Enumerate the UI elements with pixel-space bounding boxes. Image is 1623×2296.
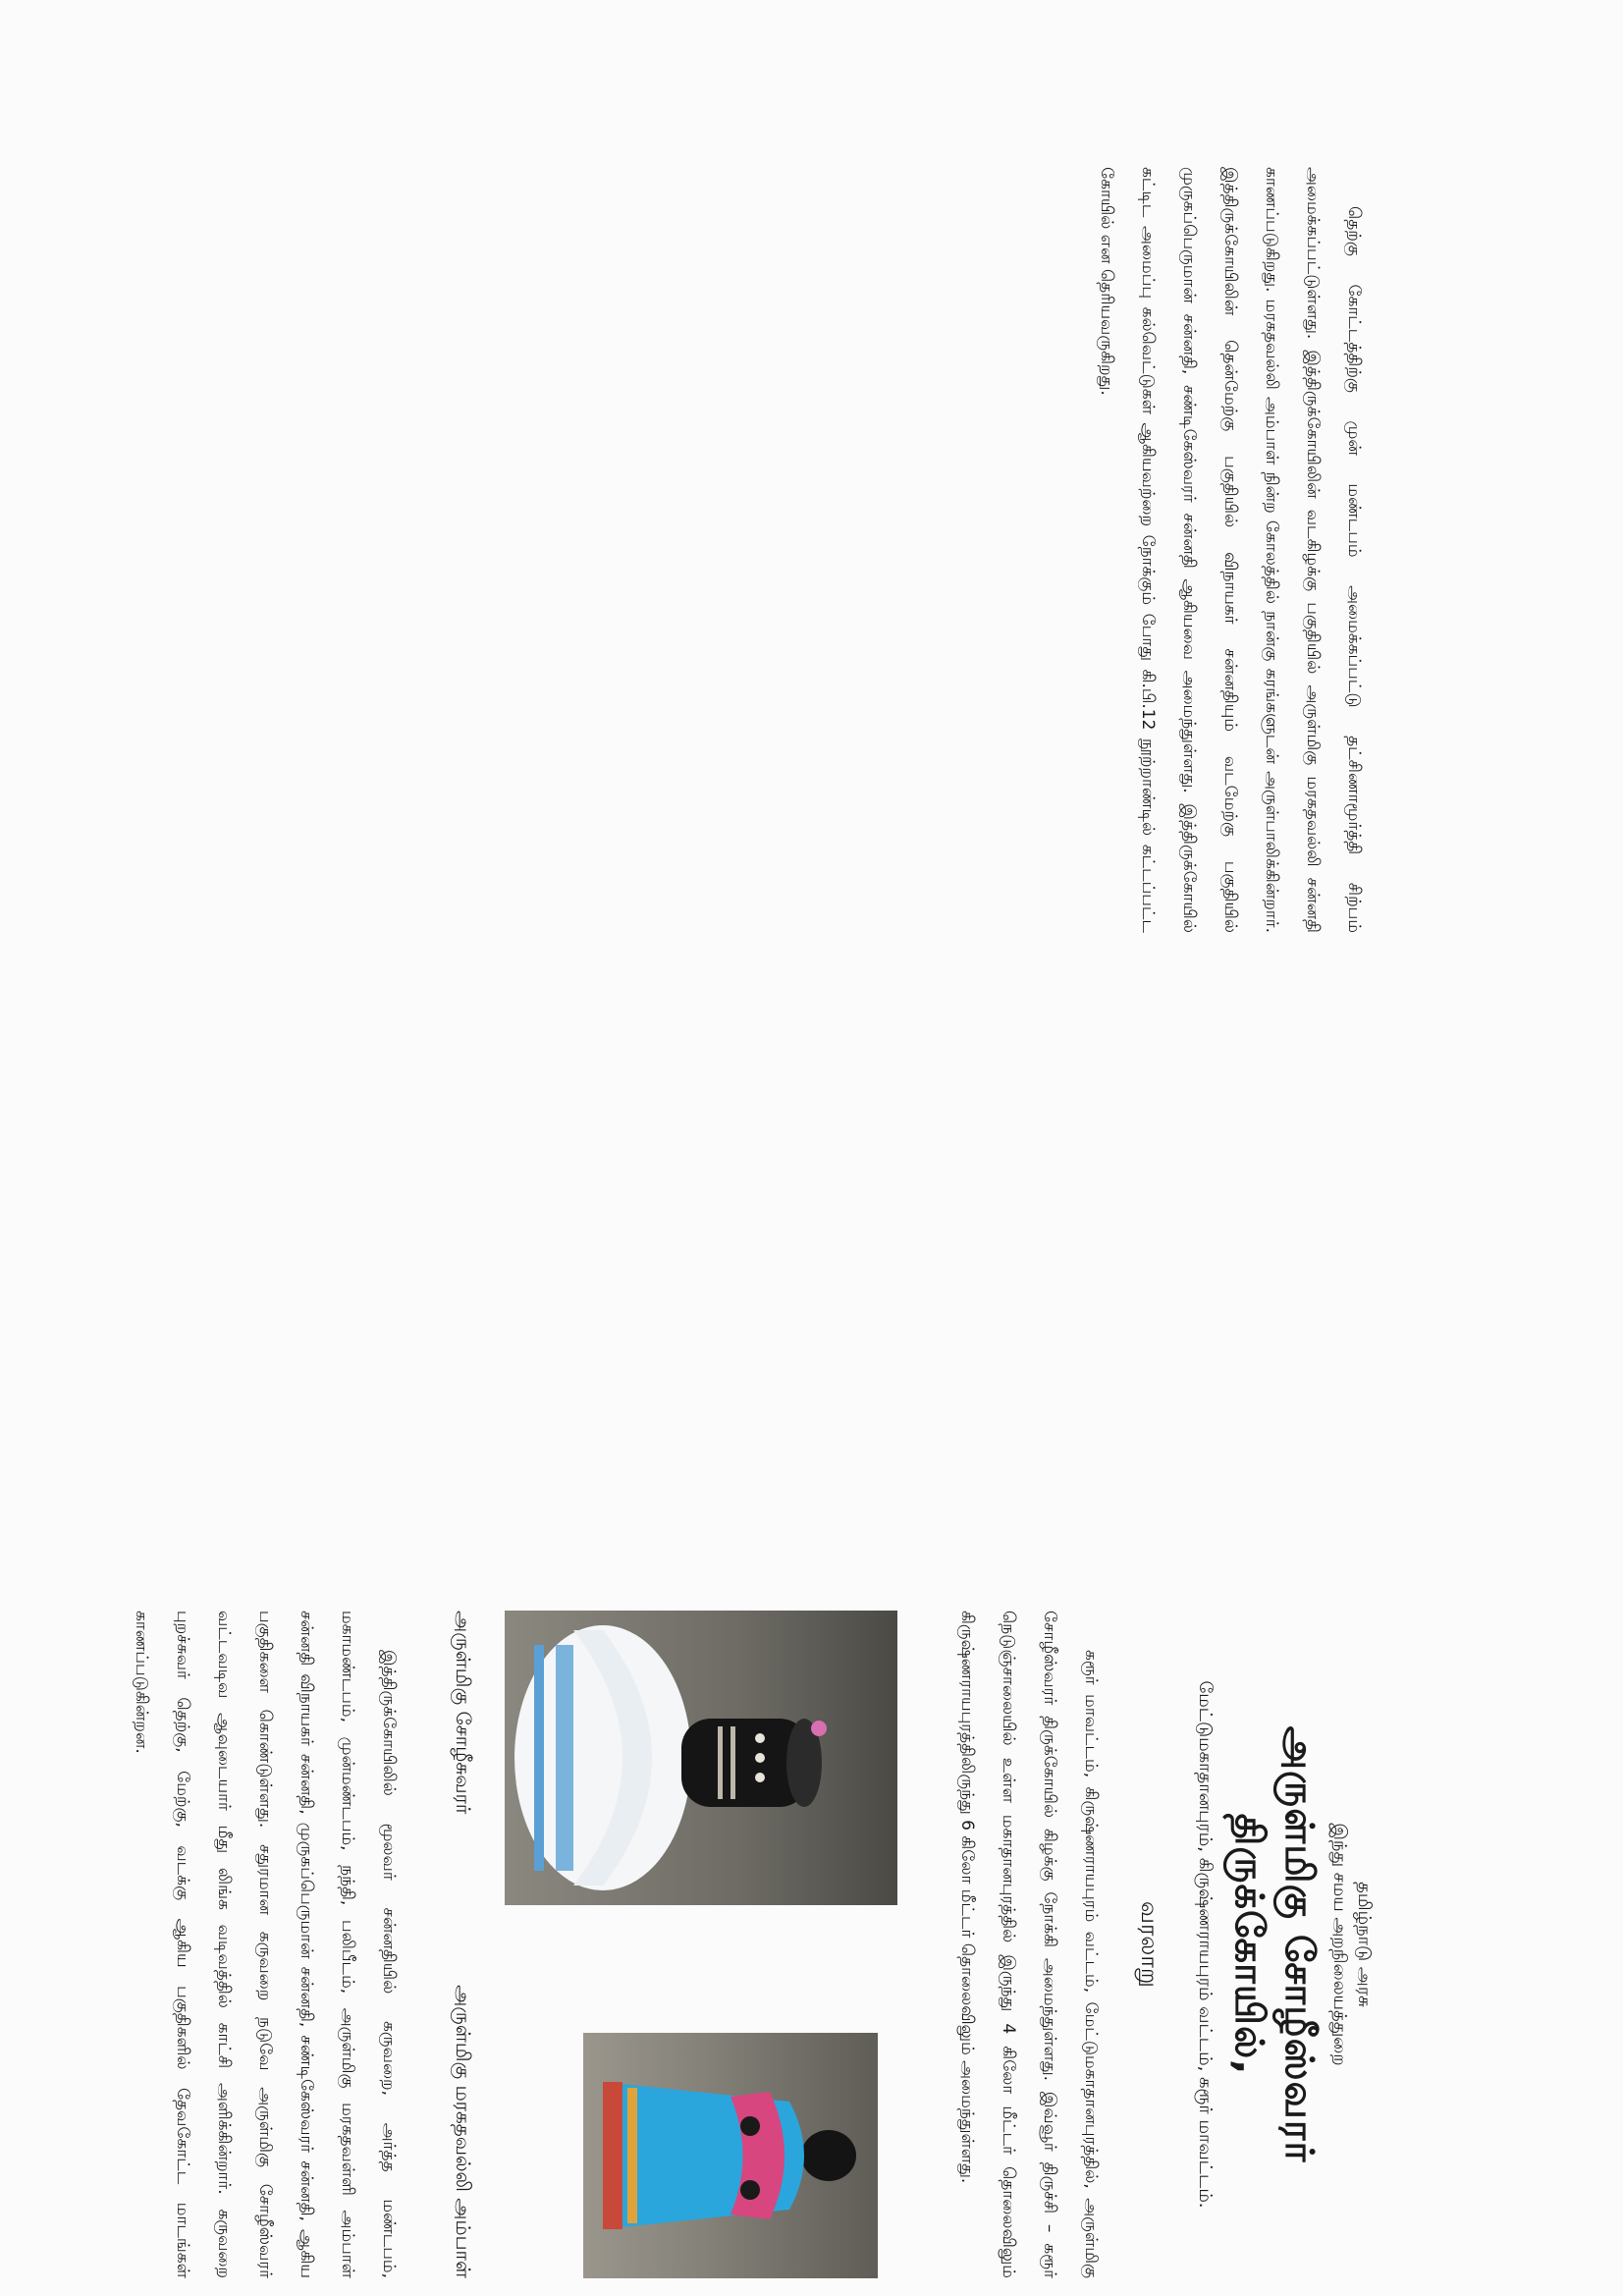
- amman-photo: [583, 2033, 878, 2278]
- temple-address: மேட்டுமகாதானபுரம், கிருஷ்ணராயபுரம் வட்டம், கரூர் மாவட்டம்.: [1195, 1680, 1216, 2209]
- amman-illustration: [583, 2033, 878, 2278]
- lingam-illustration: [505, 1611, 897, 1905]
- left-column: [121, 1611, 1375, 2278]
- lingam-photo: [505, 1611, 897, 1905]
- department-line: இந்து சமய அறநிலையத்துறை: [1329, 1823, 1350, 2066]
- right-column: [1086, 167, 1375, 933]
- structure-paragraph: இத்திருக்கோயிலில் மூலவர் சன்னதியில் கருவறை, அர்த்த மண்டபம், மகாமண்டபம், முன்மண்டபம், நந்தி, பலிபீடம், அருள்மிகு மரகதவள்ளி அம்பாள் சன்னதி விநாயகர் சன்னதி, முருகப்பெருமான் சன்னதி, சண்டிகேஸ்வரர் சன்னதி, ஆகிய பகுதிகளை கொண்டுள்ளது. சதுரமான கருவறை நடுவே அருள்மிகு சோழீஸ்வரர் வட்டவடிவ ஆவுடையார் மீது லிங்க வடிவத்தில் காட்சி அளிக்கின்றார். கருவறை புறச்சுவர் தெற்கு, மேற்கு, வடக்கு ஆகிய பகுதிகளில் தேவகோட்ட மாடங்கள் காணப்படுகின்றன.: [132, 1611, 399, 2278]
- photo-captions: [449, 1611, 475, 2278]
- continuation-paragraph: தெற்கு கோட்டத்திற்கு முன் மண்டபம் அமைக்கப்பட்டு தட்சிணாமூர்த்தி சிற்பம் அமைக்கப்பட்டுள்ளது. இத்திருக்கோயிலின் வடகிழக்கு பகுதியில் அருள்மிகு மரகதவல்லி சன்னதி காணப்படுகிறது. மரகதவல்லி அம்பாள் நின்ற கோலத்தில் நான்கு கரங்களுடன் அருள்பாலிக்கின்றார். இத்திருக்கோயிலின் தென்மேற்கு பகுதியில் விநாயகர் சன்னதியும் வடமேற்கு பகுதியில் முருகப்பெருமான் சன்னதி, சண்டிகேஸ்வரர் சன்னதி ஆகியவை அமைந்துள்ளது. இத்திருக்கோயில் கட்டிட அமைப்பு கல்வெட்டுகள் ஆகியவற்றை நோக்கும் போது கி.பி.12 நூற்றாண்டில் கட்டப்பட்ட கோயில் என தெரியவருகிறது.: [1097, 167, 1364, 933]
- section-heading-history: வரலாறு: [1136, 1901, 1163, 1988]
- photo-row: [505, 1611, 897, 2278]
- temple-title: அருள்மிகு சோழீஸ்வரர் திருக்கோயில்,: [1226, 1725, 1322, 2163]
- caption-amman: அருள்மிகு மரகதவல்லி அம்பாள்: [452, 1985, 475, 2278]
- history-paragraph: கரூர் மாவட்டம், கிருஷ்ணராயபுரம் வட்டம், மேட்டுமகாதானபுரத்தில், அருள்மிகு சோழீஸ்வரர் திருக்கோயில் கிழக்கு நோக்கி அமைந்துள்ளது. இவ்வூர் திருச்சி – கரூர் நெடுஞ்சாலையில் உள்ள மகாதானபுரத்தில் இருந்து 4 கிலோ மீட்டர் தொலைவிலும் கிருஷ்ணராயபுரத்திலிருந்து 6 கிலோ மீட்டர் தொலைவிலும் அமைந்துள்ளது.: [957, 1611, 1101, 2278]
- govt-line: தமிழ்நாடு அரசு: [1354, 1882, 1375, 2007]
- caption-lingam: அருள்மிகு சோழீசுவரர்: [452, 1611, 475, 1815]
- header: [1133, 1611, 1375, 2278]
